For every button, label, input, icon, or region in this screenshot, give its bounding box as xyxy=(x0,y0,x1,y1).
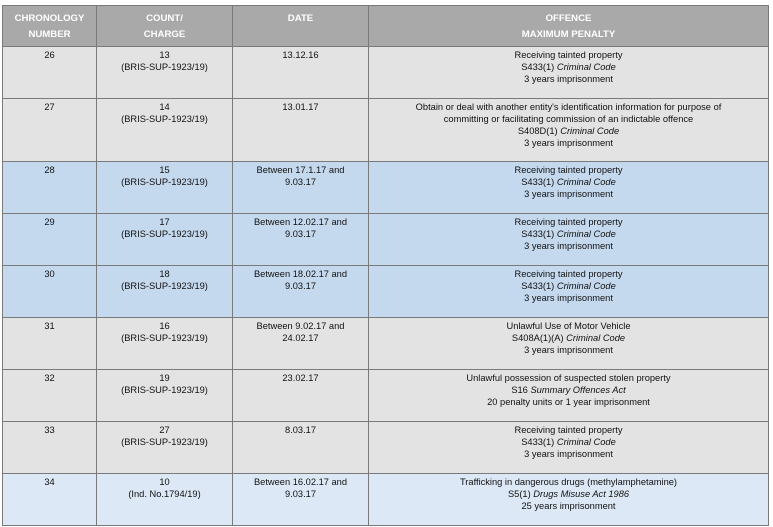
section-number: S433(1) xyxy=(521,62,555,72)
section-number: S433(1) xyxy=(521,281,555,291)
section-number: S408D(1) xyxy=(517,126,558,136)
date-cell: Between 9.02.17 and 24.02.17 xyxy=(233,318,369,370)
table-row xyxy=(3,474,769,526)
act-name: Criminal Code xyxy=(556,281,616,291)
offence-cell xyxy=(369,162,769,214)
offence-cell xyxy=(369,474,769,526)
chronology-number: 29 xyxy=(3,214,97,266)
maximum-penalty: 3 years imprisonment xyxy=(524,449,613,459)
offence-cell xyxy=(369,422,769,474)
offence-provision xyxy=(372,176,765,188)
date-cell: Between 16.02.17 and 9.03.17 xyxy=(233,474,369,526)
offence-cell xyxy=(369,99,769,162)
offence-provision xyxy=(372,228,765,240)
act-name: Criminal Code xyxy=(556,437,616,447)
offence-description: Receiving tainted property xyxy=(514,425,623,435)
maximum-penalty: 3 years imprisonment xyxy=(524,189,613,199)
section-number: S433(1) xyxy=(521,177,555,187)
act-name: Drugs Misuse Act 1986 xyxy=(533,489,630,499)
count-charge: 10 (Ind. No.1794/19) xyxy=(97,474,233,526)
offence-cell xyxy=(369,370,769,422)
date-cell: 8.03.17 xyxy=(233,422,369,474)
offence-provision xyxy=(372,384,765,396)
chronology-number: 32 xyxy=(3,370,97,422)
offence-provision xyxy=(372,61,765,73)
table-row xyxy=(3,162,769,214)
act-name: Criminal Code xyxy=(556,62,616,72)
header-count: COUNT/ CHARGE xyxy=(97,6,233,47)
offence-description: committing or facilitating commission of an indictable offence xyxy=(443,114,694,124)
count-charge: 17 (BRIS-SUP-1923/19) xyxy=(97,214,233,266)
count-charge: 18 (BRIS-SUP-1923/19) xyxy=(97,266,233,318)
offence-provision xyxy=(372,488,765,500)
chronology-number: 28 xyxy=(3,162,97,214)
offence-provision xyxy=(372,332,765,344)
table-row xyxy=(3,214,769,266)
header-row xyxy=(3,6,769,47)
chronology-table xyxy=(2,5,769,526)
table-row xyxy=(3,318,769,370)
act-name: Criminal Code xyxy=(566,333,626,343)
act-name: Criminal Code xyxy=(556,177,616,187)
header-offence: OFFENCE MAXIMUM PENALTY xyxy=(369,6,769,47)
date-cell: Between 17.1.17 and 9.03.17 xyxy=(233,162,369,214)
count-charge: 14 (BRIS-SUP-1923/19) xyxy=(97,99,233,162)
maximum-penalty: 20 penalty units or 1 year imprisonment xyxy=(487,397,650,407)
maximum-penalty: 3 years imprisonment xyxy=(524,241,613,251)
table-row xyxy=(3,266,769,318)
maximum-penalty: 3 years imprisonment xyxy=(524,74,613,84)
offence-description: Unlawful Use of Motor Vehicle xyxy=(506,321,631,331)
chronology-number: 30 xyxy=(3,266,97,318)
maximum-penalty: 3 years imprisonment xyxy=(524,345,613,355)
chronology-number: 26 xyxy=(3,47,97,99)
count-charge: 16 (BRIS-SUP-1923/19) xyxy=(97,318,233,370)
section-number: S5(1) xyxy=(507,489,531,499)
chronology-number: 31 xyxy=(3,318,97,370)
date-cell: Between 12.02.17 and 9.03.17 xyxy=(233,214,369,266)
count-charge: 27 (BRIS-SUP-1923/19) xyxy=(97,422,233,474)
chronology-number: 33 xyxy=(3,422,97,474)
table-row xyxy=(3,47,769,99)
offence-cell xyxy=(369,214,769,266)
date-cell: Between 18.02.17 and 9.03.17 xyxy=(233,266,369,318)
date-cell: 13.12.16 xyxy=(233,47,369,99)
header-date: DATE xyxy=(233,6,369,47)
offence-description: Unlawful possession of suspected stolen property xyxy=(466,373,671,383)
header-chronology: CHRONOLOGY NUMBER xyxy=(3,6,97,47)
maximum-penalty: 3 years imprisonment xyxy=(524,138,613,148)
maximum-penalty: 25 years imprisonment xyxy=(521,501,616,511)
maximum-penalty: 3 years imprisonment xyxy=(524,293,613,303)
offence-cell xyxy=(369,47,769,99)
table-row xyxy=(3,99,769,162)
date-cell: 13.01.17 xyxy=(233,99,369,162)
chronology-number: 27 xyxy=(3,99,97,162)
count-charge: 13 (BRIS-SUP-1923/19) xyxy=(97,47,233,99)
chronology-number: 34 xyxy=(3,474,97,526)
count-charge: 15 (BRIS-SUP-1923/19) xyxy=(97,162,233,214)
offence-description: Receiving tainted property xyxy=(514,165,623,175)
section-number: S408A(1)(A) xyxy=(511,333,564,343)
act-name: Criminal Code xyxy=(560,126,620,136)
table-row xyxy=(3,422,769,474)
act-name: Summary Offences Act xyxy=(530,385,626,395)
offence-provision xyxy=(372,125,765,137)
offence-description: Obtain or deal with another entity's identification information for purpose of xyxy=(415,102,722,112)
act-name: Criminal Code xyxy=(556,229,616,239)
offence-cell xyxy=(369,318,769,370)
offence-provision xyxy=(372,436,765,448)
offence-description: Trafficking in dangerous drugs (methylamphetamine) xyxy=(459,477,678,487)
offence-description: Receiving tainted property xyxy=(514,50,623,60)
section-number: S433(1) xyxy=(521,437,555,447)
offence-description: Receiving tainted property xyxy=(514,217,623,227)
section-number: S16 xyxy=(511,385,528,395)
section-number: S433(1) xyxy=(521,229,555,239)
offence-cell xyxy=(369,266,769,318)
offence-provision xyxy=(372,280,765,292)
table-row xyxy=(3,370,769,422)
date-cell: 23.02.17 xyxy=(233,370,369,422)
offence-description: Receiving tainted property xyxy=(514,269,623,279)
count-charge: 19 (BRIS-SUP-1923/19) xyxy=(97,370,233,422)
